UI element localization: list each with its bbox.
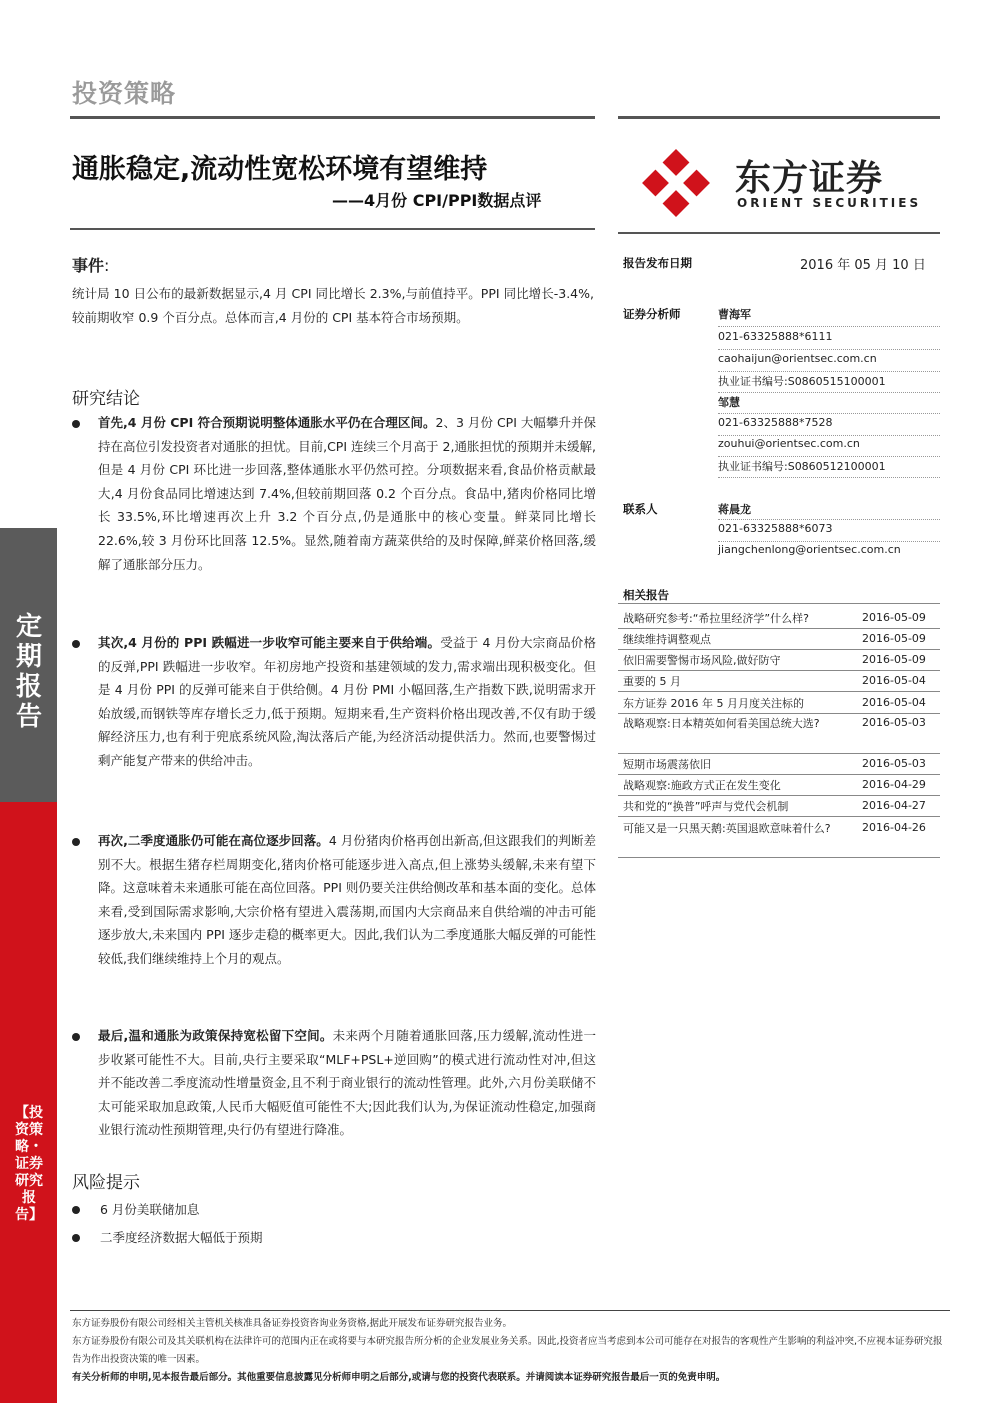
sidebar-series-label: 【投资策略・证券研究报告】 [15, 1105, 43, 1223]
dotted-divider [718, 435, 940, 436]
analyst-label: 证券分析师 [623, 307, 681, 321]
related-report-title[interactable]: 依旧需要警惕市场风险,做好防守 [623, 654, 781, 667]
related-report-date: 2016-05-09 [862, 632, 926, 645]
report-subtitle: ——4月份 CPI/PPI数据点评 [332, 191, 542, 210]
conclusion-item-1: 首先,4 月份 CPI 符合预期说明整体通胀水平仍在合理区间。2、3 月份 CPI 大幅攀升并保持在高位引发投资者对通胀的担忧。目前,CPI 连续三个月高于 2,通胀担忧的预期并未缓解,但是 4 月份 CPI 环比进一步回落,整体通胀水平仍然可控。分项数据来看,食品价格贡献最大,4 月份食品同比增速达到 7.4%,但较前期回落 0.2 个百分点。食品中,猪肉价格同比增长 33.5%,环比增速再次上升 3.2 个百分点,仍是通胀中的核心变量。鲜菜同比增长 22.6%,较 3 月份环比回落 12.5%。显然,随着南方蔬菜供给的及时保障,鲜菜价格回落,缓解了通胀部分压力。 [98, 415, 596, 572]
bullet-icon [72, 1033, 80, 1041]
bullet-icon [72, 640, 80, 648]
risk-item-2: 二季度经济数据大幅低于预期 [100, 1230, 263, 1245]
date-label: 报告发布日期 [623, 256, 692, 270]
analyst-cert: 执业证书编号:S0860512100001 [718, 460, 886, 473]
related-report-title[interactable]: 短期市场震荡依旧 [623, 758, 711, 771]
footer-divider [70, 1310, 950, 1311]
bullet-icon [72, 1234, 80, 1242]
related-report-date: 2016-05-04 [862, 674, 926, 687]
related-report-date: 2016-05-03 [862, 716, 926, 729]
related-divider [618, 774, 940, 775]
contact-phone: 021-63325888*6073 [718, 522, 833, 535]
bullet-icon [72, 1206, 80, 1214]
related-report-date: 2016-04-29 [862, 778, 926, 791]
related-report-title[interactable]: 战略观察:日本精英如何看美国总统大选? [623, 717, 820, 730]
dotted-divider [718, 326, 940, 327]
analyst-name: 曹海军 [718, 308, 751, 321]
orient-securities-logo-icon [638, 145, 714, 221]
analyst-email[interactable]: caohaijun@orientsec.com.cn [718, 352, 877, 365]
event-text: 统计局 10 日公布的最新数据显示,4 月 CPI 同比增长 2.3%,与前值持平。PPI 同比增长-3.4%,较前期收窄 0.9 个百分点。总体而言,4 月份的 CPI 基本符合市场预期。 [72, 286, 594, 325]
related-divider [618, 649, 940, 650]
conclusion-item-4: 最后,温和通胀为政策保持宽松留下空间。未来两个月随着通胀回落,压力缓解,流动性进一步收紧可能性不大。目前,央行主要采取“MLF+PSL+逆回购”的模式进行流动性对冲,但这并不能改善二季度流动性增量资金,且不利于商业银行的流动性管理。此外,六月份美联储不太可能采取加息政策,人民币大幅贬值可能性不大;因此我们认为,为保证流动性稳定,加强商业银行流动性预期管理,央行仍有望进行降准。 [98, 1028, 596, 1138]
dotted-divider [718, 456, 940, 457]
related-report-date: 2016-05-03 [862, 757, 926, 770]
contact-name: 蒋晨龙 [718, 503, 751, 516]
dotted-divider [718, 371, 940, 372]
related-reports-heading: 相关报告 [623, 588, 669, 602]
contact-label: 联系人 [623, 502, 658, 516]
related-divider [618, 795, 940, 796]
related-report-date: 2016-05-04 [862, 696, 926, 709]
dotted-divider [718, 519, 940, 520]
conclusion-item-2: 其次,4 月份的 PPI 跌幅进一步收窄可能主要来自于供给端。受益于 4 月份大宗商品价格的反弹,PPI 跌幅进一步收窄。年初房地产投资和基建领域的发力,需求端出现积极变化。但是 4 月份 PPI 的反弹可能来自于供给侧。4 月份 PMI 小幅回落,生产指数下跌,说明需求开始放缓,而钢铁等库存增长乏力,低于预期。短期来看,生产资料价格出现改善,不仅有助于缓解经济压力,也有利于兜底系统风险,淘汰落后产能,为经济活动提供活力。然而,也要警惕过剩产能复产带来的供给冲击。 [98, 635, 596, 768]
dotted-divider [718, 349, 940, 350]
event-heading: 事件: [72, 256, 110, 275]
info-divider [618, 232, 940, 234]
sidebar-series-bar [0, 802, 57, 1403]
related-divider [618, 603, 940, 604]
related-report-date: 2016-04-26 [862, 821, 926, 834]
conclusions-heading: 研究结论 [72, 389, 140, 409]
footer-disclosure-2: 东方证券股份有限公司及其关联机构在法律许可的范围内正在或将要与本研究报告所分析的企业发展业务关系。因此,投资者应当考虑到本公司可能存在对报告的客观性产生影响的利益冲突,不应视本证券研究报告为作出投资决策的唯一因素。 [72, 1336, 943, 1365]
bullet-icon [72, 420, 80, 428]
header-divider-right [618, 116, 940, 119]
dotted-divider [718, 392, 940, 393]
related-report-title[interactable]: 重要的 5 月 [623, 675, 681, 688]
related-divider [618, 753, 940, 754]
date-value: 2016 年 05 月 10 日 [800, 258, 926, 273]
risks-heading: 风险提示 [72, 1173, 140, 1193]
analyst-phone: 021-63325888*7528 [718, 416, 833, 429]
footer-disclosure-3: 有关分析师的申明,见本报告最后部分。其他重要信息披露见分析师申明之后部分,或请与您的投资代表联系。并请阅读本证券研究报告最后一页的免责申明。 [72, 1372, 726, 1383]
related-report-title[interactable]: 继续维持调整观点 [623, 633, 711, 646]
dotted-divider [718, 541, 940, 542]
header-divider-left [70, 116, 595, 119]
related-divider [618, 857, 940, 858]
risk-item-1: 6 月份美联储加息 [100, 1202, 200, 1217]
sidebar-section-label: 定期报告 [16, 612, 43, 732]
contact-email[interactable]: jiangchenlong@orientsec.com.cn [718, 543, 901, 556]
related-report-title[interactable]: 战略观察:施政方式正在发生变化 [623, 779, 781, 792]
bullet-icon [72, 838, 80, 846]
conclusion-item-3: 再次,二季度通胀仍可能在高位逐步回落。4 月份猪肉价格再创出新高,但这跟我们的判断差别不大。根据生猪存栏周期变化,猪肉价格可能逐步进入高点,但上涨势头缓解,未来有望下降。这意味着未来通胀可能在高位回落。PPI 则仍要关注供给侧改革和基本面的变化。总体来看,受到国际需求影响,大宗价格有望进入震荡期,而国内大宗商品来自供给端的冲击可能逐步放大,未来国内 PPI 逐步走稳的概率更大。因此,我们认为二季度通胀大幅反弹的可能性较低,我们继续维持上个月的观点。 [98, 833, 597, 966]
related-report-title[interactable]: 东方证券 2016 年 5 月月度关注标的 [623, 697, 804, 710]
report-title: 通胀稳定,流动性宽松环境有望维持 [72, 154, 488, 185]
analyst-phone: 021-63325888*6111 [718, 330, 833, 343]
related-report-date: 2016-05-09 [862, 653, 926, 666]
analyst-cert: 执业证书编号:S0860515100001 [718, 375, 886, 388]
dotted-divider [718, 477, 940, 478]
report-category: 投资策略 [72, 79, 177, 108]
analyst-email[interactable]: zouhui@orientsec.com.cn [718, 437, 860, 450]
title-divider [70, 228, 595, 230]
analyst-name: 邹慧 [718, 396, 740, 409]
related-report-title[interactable]: 战略研究参考:“希拉里经济学”什么样? [623, 612, 809, 625]
related-divider [618, 691, 940, 692]
related-report-title[interactable]: 可能又是一只黑天鹅:英国退欧意味着什么? [623, 822, 831, 835]
related-divider [618, 670, 940, 671]
logo-name-en: ORIENT SECURITIES [737, 196, 922, 210]
logo-name-cn: 东方证券 [735, 158, 884, 199]
related-report-date: 2016-05-09 [862, 611, 926, 624]
related-divider [618, 816, 940, 817]
dotted-divider [718, 413, 940, 414]
footer-disclosure-1: 东方证券股份有限公司经相关主管机关核准具备证券投资咨询业务资格,据此开展发布证券研究报告业务。 [72, 1318, 513, 1329]
related-divider [618, 628, 940, 629]
related-report-title[interactable]: 共和党的“换普”呼声与党代会机制 [623, 800, 789, 813]
related-divider [618, 713, 940, 714]
related-report-date: 2016-04-27 [862, 799, 926, 812]
